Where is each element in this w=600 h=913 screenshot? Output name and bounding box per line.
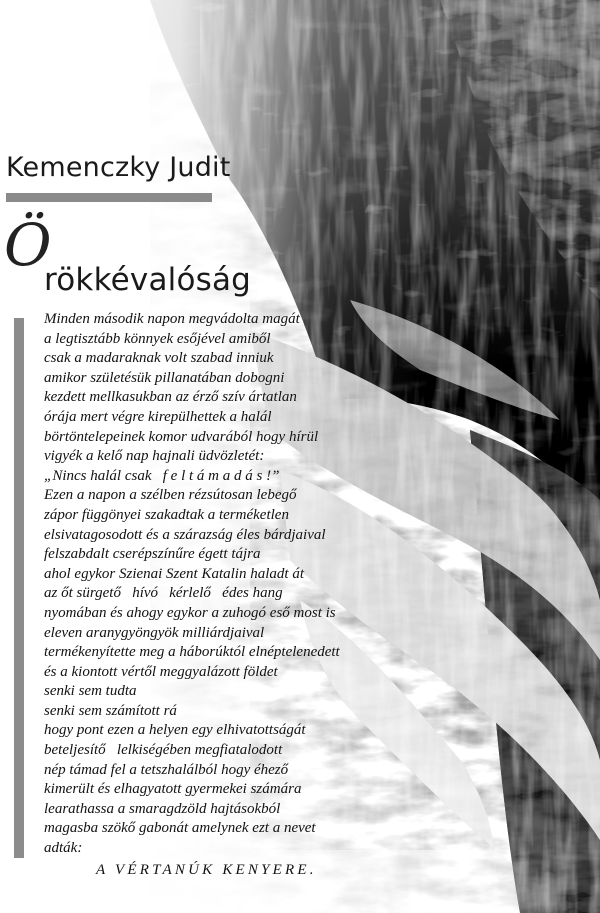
poem-line: termékenyítette meg a háborúktól elnéptelenedett — [44, 644, 340, 661]
title-text: rökkévalóság — [44, 262, 252, 298]
poem-line: börtöntelepeinek komor udvarából hogy hírül — [44, 428, 319, 445]
poem-line: nép támad fel a tetszhalálból hogy éhező — [44, 761, 289, 778]
poem-line: az őt sürgető hívó kérlelő édes hang — [44, 585, 283, 602]
poem-line: senki sem tudta — [44, 683, 137, 700]
poem-line: vigyék a kelő nap hajnali üdvözletét: — [44, 448, 265, 465]
poem-finale: A VÉRTANÚK KENYERE. — [96, 862, 317, 878]
title-initial: Ö — [4, 211, 52, 279]
poem-line: zápor függönyei szakadtak a terméketlen — [44, 506, 289, 523]
poem-line: órája mert végre kirepülhettek a halál — [44, 408, 272, 425]
poem-line: adták: — [44, 840, 83, 857]
poem-line: amikor születésük pillanatában dobogni — [44, 369, 285, 386]
author-name: Kemenczky Judit — [6, 152, 231, 183]
poem-line: csak a madaraknak volt szabad inniuk — [44, 350, 274, 367]
poem-line: Ezen a napon a szélben rézsútosan lebegő — [44, 487, 297, 504]
poem-line: eleven aranygyöngyök milliárdjaival — [44, 624, 265, 641]
poem-line: Minden második napon megvádolta magát — [44, 311, 300, 327]
poem-line: nyomában és ahogy egykor a zuhogó eső most is — [44, 604, 336, 621]
poem-line: felszabdalt cserépszínűre égett tájra — [44, 546, 261, 563]
poem-line: kimerült és elhagyatott gyermekei számára — [44, 781, 302, 798]
poem-line: ahol egykor Szienai Szent Katalin haladt át — [44, 565, 304, 582]
poem-line: a legtisztább könnyek esőjével amiből — [44, 330, 271, 347]
poem-body — [44, 310, 340, 859]
poem-line: és a kiontott vértől meggyalázott földet — [44, 663, 278, 680]
poem-line: elsivatagosodott és a szárazság éles bárdjaival — [44, 526, 326, 543]
poem-line: magasba szökő gabonát amelynek ezt a nevet — [44, 820, 316, 837]
poem-line: „Nincs halál csak f e l t á m a d á s !” — [44, 467, 280, 484]
poem-line: hogy pont ezen a helyen egy elhivatottságát — [44, 722, 306, 739]
decorative-side-bar — [14, 318, 24, 858]
poem-line: learathassa a smaragdzöld hajtásokból — [44, 800, 281, 817]
poem-line: beteljesítő lelkiségében megfiatalodott — [44, 742, 283, 759]
poem-title — [4, 210, 304, 300]
author-underline — [6, 193, 212, 202]
poem-line: senki sem számított rá — [44, 702, 177, 719]
poem-line: kezdett mellkasukban az érző szív ártatlan — [44, 389, 297, 406]
